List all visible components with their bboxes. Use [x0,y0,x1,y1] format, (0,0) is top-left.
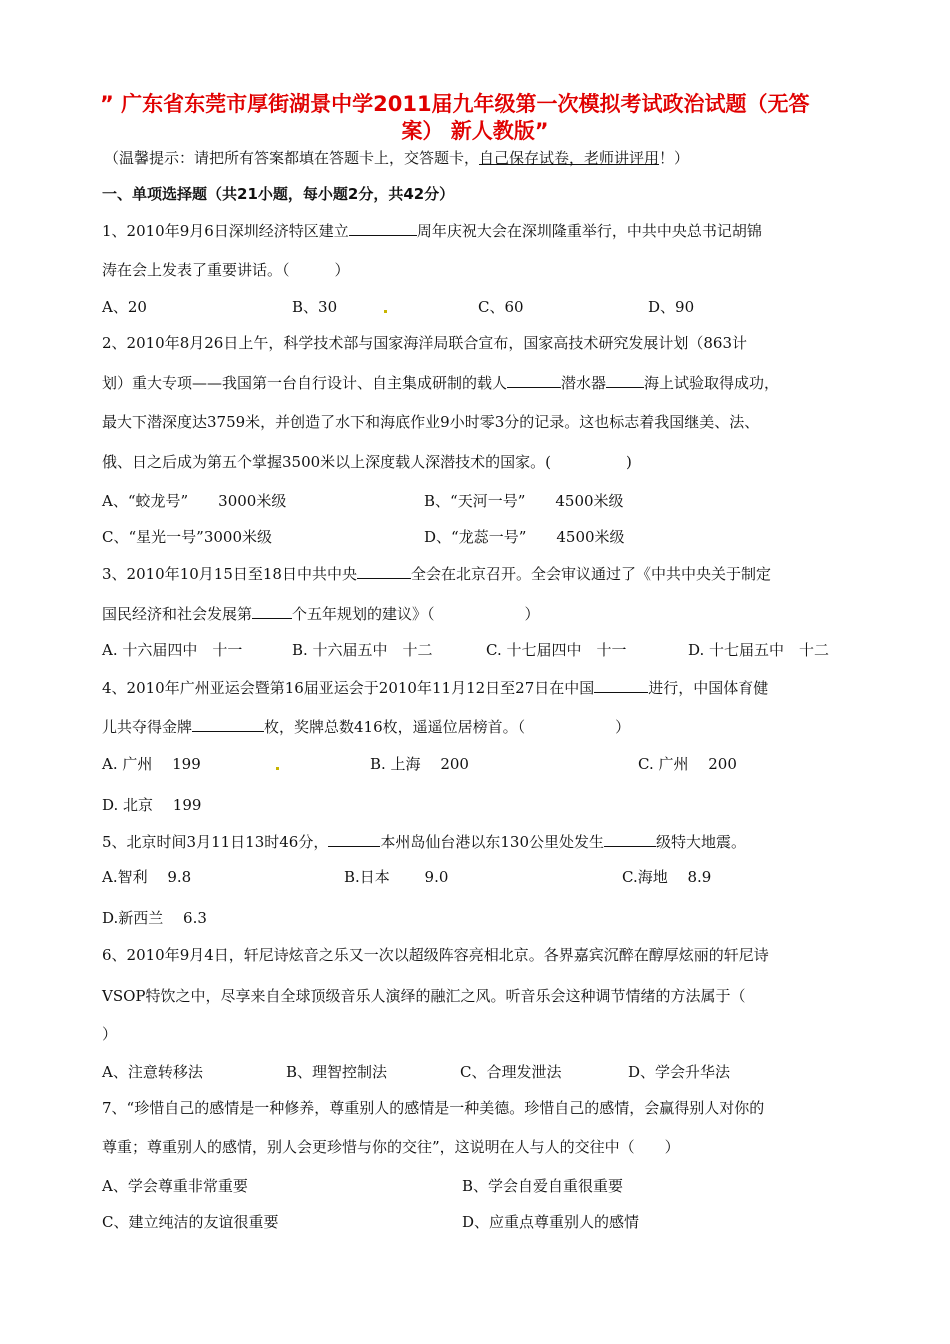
reminder-note: （温馨提示：请把所有答案都填在答题卡上，交答题卡，自己保存试卷，老师讲评用！） [104,149,690,167]
question-6-option-d: D、学会升华法 [628,1063,731,1081]
question-7-option-c: C、建立纯洁的友谊很重要 [102,1213,279,1231]
question-7-line1: 7、“珍惜自己的感情是一种修养，尊重别人的感情是一种美德。珍惜自己的感情，会赢得别人对你的 [102,1099,765,1117]
question-2-option-c: C、“星光一号”3000米级 [102,528,272,546]
question-1-option-b: B、30 [292,298,338,316]
question-4-option-a: A. 广州 199 [102,755,201,773]
question-2-option-b: B、“天河一号” 4500米级 [424,492,624,510]
question-4-option-b: B. 上海 200 [370,755,469,773]
question-1-option-c: C、60 [478,298,524,316]
question-1-option-a: A、20 [102,298,147,316]
question-7-option-b: B、学会自爱自重很重要 [462,1177,624,1195]
answer-blank [604,831,656,847]
exam-title-line1: ” 广东省东莞市厚街湖景中学2011届九年级第一次模拟考试政治试题（无答 [100,92,810,116]
question-3-option-d: D. 十七届五中 十二 [688,641,830,659]
question-7-option-d: D、应重点尊重别人的感情 [462,1213,640,1231]
question-5-option-c: C.海地 8.9 [622,868,712,886]
question-1-line1: 1、2010年9月6日深圳经济特区建立 周年庆祝大会在深圳隆重举行，中共中央总书记胡锦 [102,222,762,240]
question-7-option-a: A、学会尊重非常重要 [102,1177,248,1195]
question-2-option-d: D、“龙蕊一号” 4500米级 [424,528,625,546]
question-5-option-b: B.日本 9.0 [344,868,449,886]
question-2-line1: 2、2010年8月26日上午，科学技术部与国家海洋局联合宣布，国家高技术研究发展计划（863计 [102,334,747,352]
question-3-line2: 国民经济和社会发展第 个五年规划的建议》（ ） [102,605,540,623]
question-3-option-c: C. 十七届四中 十一 [486,641,627,659]
question-5-line1: 5、北京时间3月11日13时46分， 本州岛仙台港以东130公里处发生 级特大地震。 [102,833,747,851]
question-5-option-d: D.新西兰 6.3 [102,909,207,927]
question-4-option-d: D. 北京 199 [102,796,202,814]
question-2-line2: 划）重大专项——我国第一台自行设计、自主集成研制的载人 潜水器 海上试验取得成功， [102,374,780,392]
question-6-line3: ） [102,1025,118,1043]
question-4-line1: 4、2010年广州亚运会暨第16届亚运会于2010年11月12日至27日在中国 进行，中国体育健 [102,679,769,697]
reminder-underlined: 自己保存试卷，老师讲评用 [479,149,660,167]
answer-blank [252,603,292,619]
section-heading: 一、单项选择题（共21小题，每小题2分，共42分） [102,185,455,203]
answer-blank [328,831,380,847]
stray-mark [276,767,279,770]
question-6-option-b: B、理智控制法 [286,1063,388,1081]
answer-blank [507,372,561,388]
question-2-option-a: A、“蛟龙号” 3000米级 [102,492,287,510]
question-1-line2: 涛在会上发表了重要讲话。（ ） [102,261,350,279]
exam-title-line2: 案） 新人教版” [401,119,549,143]
question-3-option-b: B. 十六届五中 十二 [292,641,433,659]
question-6-line2: VSOP特饮之中，尽享来自全球顶级音乐人演绎的融汇之风。听音乐会这种调节情绪的方法属于（ [102,987,746,1005]
question-4-option-c: C. 广州 200 [638,755,737,773]
answer-blank [594,677,648,693]
answer-blank [606,372,644,388]
question-2-line4: 俄、日之后成为第五个掌握3500米以上深度载人深潜技术的国家。( ) [102,453,632,471]
question-3-line1: 3、2010年10月15日至18日中共中央 全会在北京召开。全会审议通过了《中共中央关于制定 [102,565,771,583]
stray-mark [384,310,387,313]
answer-blank [192,716,264,732]
question-6-line1: 6、2010年9月4日，轩尼诗炫音之乐又一次以超级阵容亮相北京。各界嘉宾沉醉在醇厚炫丽的轩尼诗 [102,946,769,964]
answer-blank [357,563,411,579]
question-6-option-a: A、注意转移法 [102,1063,203,1081]
question-7-line2: 尊重；尊重别人的感情，别人会更珍惜与你的交往”，这说明在人与人的交往中（ ） [102,1138,680,1156]
answer-blank [349,220,417,236]
question-4-line2: 儿共夺得金牌 枚，奖牌总数416枚，遥遥位居榜首。（ ） [102,718,631,736]
question-3-option-a: A. 十六届四中 十一 [102,641,243,659]
question-5-option-a: A.智利 9.8 [102,868,192,886]
question-6-option-c: C、合理发泄法 [460,1063,562,1081]
question-2-line3: 最大下潜深度达3759米，并创造了水下和海底作业9小时零3分的记录。这也标志着我国继美、法、 [102,413,760,431]
question-1-option-d: D、90 [648,298,695,316]
